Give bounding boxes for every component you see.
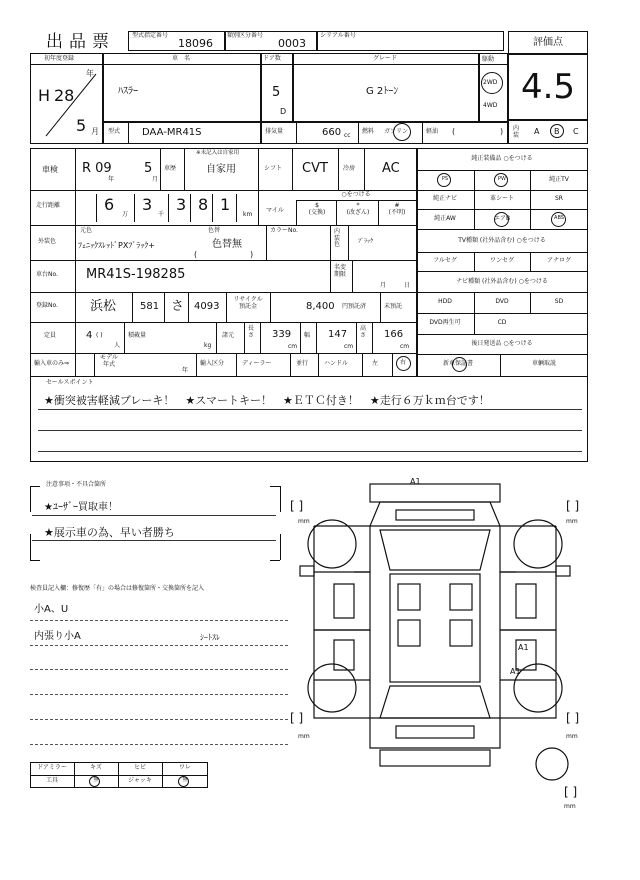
table-h-crack: ヒビ [133, 764, 146, 771]
recycle-amount: 8,400 [306, 301, 335, 312]
drive-2wd: 2WD [483, 79, 498, 86]
rear-bumper [380, 750, 490, 766]
mileage-label: 走行距離 [36, 202, 61, 209]
mm-spare: mm [564, 803, 576, 810]
mile-label: マイル [266, 207, 284, 214]
interior-b: B [554, 127, 560, 136]
unknown-label: # (不明) [388, 202, 406, 217]
later-warranty: 新車保証書 [442, 360, 473, 367]
left-label: 左 [372, 360, 379, 367]
roof [390, 574, 480, 682]
mm-bracket-top-right: [ ] [566, 499, 580, 513]
class-label: 類別区分番号 [227, 32, 264, 39]
model-label: 型式 [108, 128, 121, 135]
import-label: 輸入車のみ⇒ [34, 360, 70, 367]
door-rear-right [500, 630, 556, 680]
mileage-digit-4: 8 [198, 195, 209, 214]
score-value: 4.5 [520, 67, 576, 107]
navi-sd: SD [554, 298, 564, 305]
drive-4wd: 4WD [483, 102, 498, 109]
ac-value: AC [382, 161, 400, 176]
table-h-mirror: ドアミラー [37, 764, 67, 771]
name-change-label: 名変期限 [334, 264, 347, 278]
shift-label: シフト [264, 165, 283, 172]
front-bumper [370, 484, 500, 502]
repaint-label: 色替 [208, 227, 221, 234]
color-label: 外装色 [38, 238, 57, 245]
dvd-play: DVD再生可 [429, 319, 461, 326]
disp-unit: cc [344, 132, 351, 139]
year-num: 28 [54, 86, 75, 105]
reg-label: 登録No. [36, 302, 58, 309]
month-num: 5 [76, 116, 87, 135]
repaint-paren-left: ( [194, 250, 198, 259]
tv-oneseg: ワンセグ [489, 257, 514, 264]
tv-header: TV種類 (社外品含む) ○をつける [458, 237, 546, 244]
height-value: 166 [384, 329, 404, 340]
altered-label: * (改ざん) [346, 202, 370, 217]
height-label: 高さ [360, 325, 367, 339]
grade-label: グレード [372, 55, 397, 62]
navi-dvd: DVD [495, 298, 509, 305]
inspector-line-1: 小A、U [34, 604, 69, 615]
navi-header: ナビ種類 (社外品含む) ○をつける [456, 278, 548, 285]
table-tools: 工具 [45, 777, 58, 784]
class-no: 0003 [278, 37, 306, 50]
import-class-label: 輸入区分 [200, 360, 225, 367]
table-h-scratch: キズ [90, 764, 102, 771]
width-label: 幅 [304, 332, 311, 339]
spare-wheel [536, 748, 568, 780]
cd-label: CD [497, 319, 507, 326]
serial-label: シリアル番号 [320, 32, 356, 39]
reg-class: 581 [140, 301, 160, 312]
navi-hdd: HDD [438, 298, 452, 305]
year-era: H [38, 86, 51, 105]
door-rear-left [314, 630, 370, 680]
mm-bracket-bottom-right: [ ] [566, 711, 580, 725]
interior-a: A [534, 127, 540, 136]
equip-pw: PW [498, 176, 506, 182]
grade-value: G 2ﾄｰﾝ [366, 86, 399, 97]
capacity-label: 定員 [44, 332, 57, 339]
history-label: 車歴 [164, 165, 177, 172]
sales-label: セールスポイント [46, 379, 94, 386]
car-diagram [284, 474, 604, 814]
capacity-paren: ( ) [96, 332, 103, 339]
parallel-label: 並行 [296, 360, 309, 367]
int-color: ﾌﾞﾗｯｸ [358, 238, 374, 245]
inspector-note-2: ｼｰﾄｽﾚ [200, 633, 220, 642]
mileage-digit-5: 1 [220, 195, 231, 214]
model-year-label: モデル 年式 [100, 354, 118, 368]
note-line-1: ★ﾕｰｻﾞｰ買取車！ [44, 502, 118, 513]
load-label: 積載量 [128, 332, 147, 339]
notes-header: 注意事項・不具合箇所 [46, 481, 107, 488]
door-front-right [500, 572, 556, 630]
mm-top-right: mm [566, 518, 578, 525]
mileage-digit-2: 3 [142, 195, 153, 214]
inspection-year-suffix: 年 [108, 176, 115, 183]
history-value: 自家用 [206, 164, 236, 175]
int-color-label: 内装色 [334, 228, 341, 249]
table-h-break: ワレ [178, 764, 191, 771]
reg-num: 4093 [194, 301, 220, 312]
door-front-left [314, 572, 370, 630]
equip-aw: 純正AW [434, 215, 456, 222]
recycle-unit: 円預託済 [342, 303, 367, 310]
year-suffix: 年 [86, 69, 94, 78]
mileage-digit-1: 6 [104, 195, 115, 214]
vehicle-name: ﾊｽﾗｰ [118, 86, 138, 97]
mm-bottom-left: mm [298, 733, 310, 740]
interior-label: 内装 [513, 125, 520, 139]
mileage-unit-sen: 千 [158, 211, 165, 218]
orig-color: ﾌｪﾆｯｸｽﾚｯﾄﾞPXﾌﾞﾗｯｸ+ [78, 241, 156, 250]
table-tools-none: 無 [93, 777, 99, 783]
hood [370, 502, 500, 526]
fuel-value: ガソリン [384, 128, 409, 135]
table-jack-none: 無 [182, 777, 188, 783]
equip-navi: 純正ナビ [432, 195, 457, 202]
diagram-top-mark: A1 [410, 477, 421, 486]
equip-sr: SR [555, 195, 563, 202]
equip-ps: PS [441, 176, 449, 182]
inspector-header: 検査員記入欄：修復歴「有」の場合は修復箇所・交換箇所を記入 [30, 585, 205, 592]
capacity-value: 4 [86, 330, 93, 341]
later-header: 後日発送品 ○をつける [471, 340, 533, 347]
model-cert-no: 18096 [178, 37, 213, 50]
equip-airbag: エアB [493, 215, 511, 222]
width-value: 147 [328, 329, 348, 340]
length-unit: cm [288, 343, 298, 350]
first-reg-label: 初年度登録 [44, 55, 75, 62]
inspection-month-suffix: 月 [152, 176, 159, 183]
dealer-label: ディーラー [242, 360, 272, 367]
tv-fullseg: フルセグ [433, 257, 457, 264]
chassis-value: MR41S-198285 [86, 267, 186, 282]
wheel-front-left [308, 520, 356, 568]
mileage-unit-km: km [243, 211, 253, 218]
right-label: 右 [400, 359, 407, 366]
len-label: 長さ [248, 325, 255, 339]
mm-bracket-bottom-left: [ ] [290, 711, 304, 725]
diagram-right-mark-1: A1 [518, 643, 529, 652]
month-suffix: 月 [91, 127, 99, 136]
mm-bracket-top-left: [ ] [290, 499, 304, 513]
dims-label: 諸元 [222, 332, 235, 339]
rear-window [380, 686, 490, 718]
displacement: 660 [322, 127, 342, 138]
repaint-value: 色替無 [212, 239, 242, 250]
windshield [380, 530, 490, 570]
orig-color-label: 元色 [80, 227, 93, 234]
model-value: DAA-MR41S [142, 127, 202, 138]
equip-tv: 純正TV [549, 176, 569, 183]
inspection-month: 5 [144, 161, 153, 176]
length-value: 339 [272, 329, 292, 340]
light-oil-paren-right: ) [500, 127, 504, 136]
wheel-rear-right [514, 664, 562, 712]
name-label: 車 名 [171, 55, 190, 62]
inspector-line-2: 内張り小A [34, 631, 81, 642]
drive-label: 駆動 [482, 56, 495, 63]
name-change-month: 月 [380, 282, 387, 289]
score-label: 評価点 [533, 37, 563, 48]
exchange-label: $ (交換) [308, 202, 326, 217]
tv-analog: アナログ [546, 257, 571, 264]
ac-label: 冷房 [343, 165, 356, 172]
reg-kana: さ [171, 299, 185, 314]
form-title: 出品票 [46, 32, 115, 52]
reg-area: 浜松 [90, 299, 117, 314]
note-line-2: ★展示車の為、早い者勝ち [44, 526, 175, 539]
recycle-unpaid: 未預託 [384, 303, 403, 310]
chassis-label: 車台No. [36, 271, 58, 278]
handle-label: ハンドル [324, 360, 349, 367]
color-no-label: カラーNo. [270, 227, 298, 234]
name-change-day: 日 [404, 282, 411, 289]
table-jack: ジャッキ [128, 777, 152, 784]
shift-value: CVT [302, 161, 328, 176]
recycle-label: リサイクル 預託金 [233, 296, 263, 310]
mm-bottom-right: mm [566, 733, 578, 740]
mileage-unit-man: 万 [122, 211, 129, 218]
interior-c: C [573, 127, 579, 136]
tailgate [370, 718, 500, 748]
fuel-label: 燃料 [362, 128, 375, 135]
later-manual: 車輌取説 [531, 360, 556, 367]
model-year-unit: 年 [182, 367, 189, 374]
doors-type: D [280, 107, 287, 116]
width-unit: cm [344, 343, 354, 350]
history-note: ※未記入は自家用 [196, 150, 240, 156]
wheel-front-right [514, 520, 562, 568]
disp-label: 排気量 [265, 128, 284, 135]
equip-leather: 革シート [489, 195, 514, 202]
equipment-header: 純正装備品 ○をつける [471, 155, 533, 162]
light-oil-label: 軽油 [426, 128, 439, 135]
sales-text: ★衝突被害軽減ブレーキ！ ★スマートキー！ ★ＥＴＣ付き！ ★走行６万ｋｍ台です！ [44, 394, 490, 407]
equip-abs: ABS [554, 215, 564, 221]
load-unit: kg [204, 342, 212, 349]
inspection-label: 車検 [42, 165, 58, 174]
inspection-era: R 09 [82, 161, 112, 176]
doors-label: ドア数 [263, 55, 281, 62]
capacity-unit: 人 [114, 342, 121, 349]
wheel-rear-left [308, 664, 356, 712]
mile-marks-header: ○をつける [341, 191, 371, 198]
mm-bracket-spare: [ ] [564, 785, 578, 799]
height-unit: cm [400, 343, 410, 350]
diagram-right-mark-2: A1 [510, 667, 521, 676]
repaint-paren-right: ) [250, 250, 254, 259]
doors-value: 5 [272, 85, 281, 100]
model-cert-label: 型式指定番号 [132, 32, 169, 39]
mileage-digit-3: 3 [176, 195, 187, 214]
light-oil-paren-left: ( [452, 127, 456, 136]
mm-top-left: mm [298, 518, 310, 525]
